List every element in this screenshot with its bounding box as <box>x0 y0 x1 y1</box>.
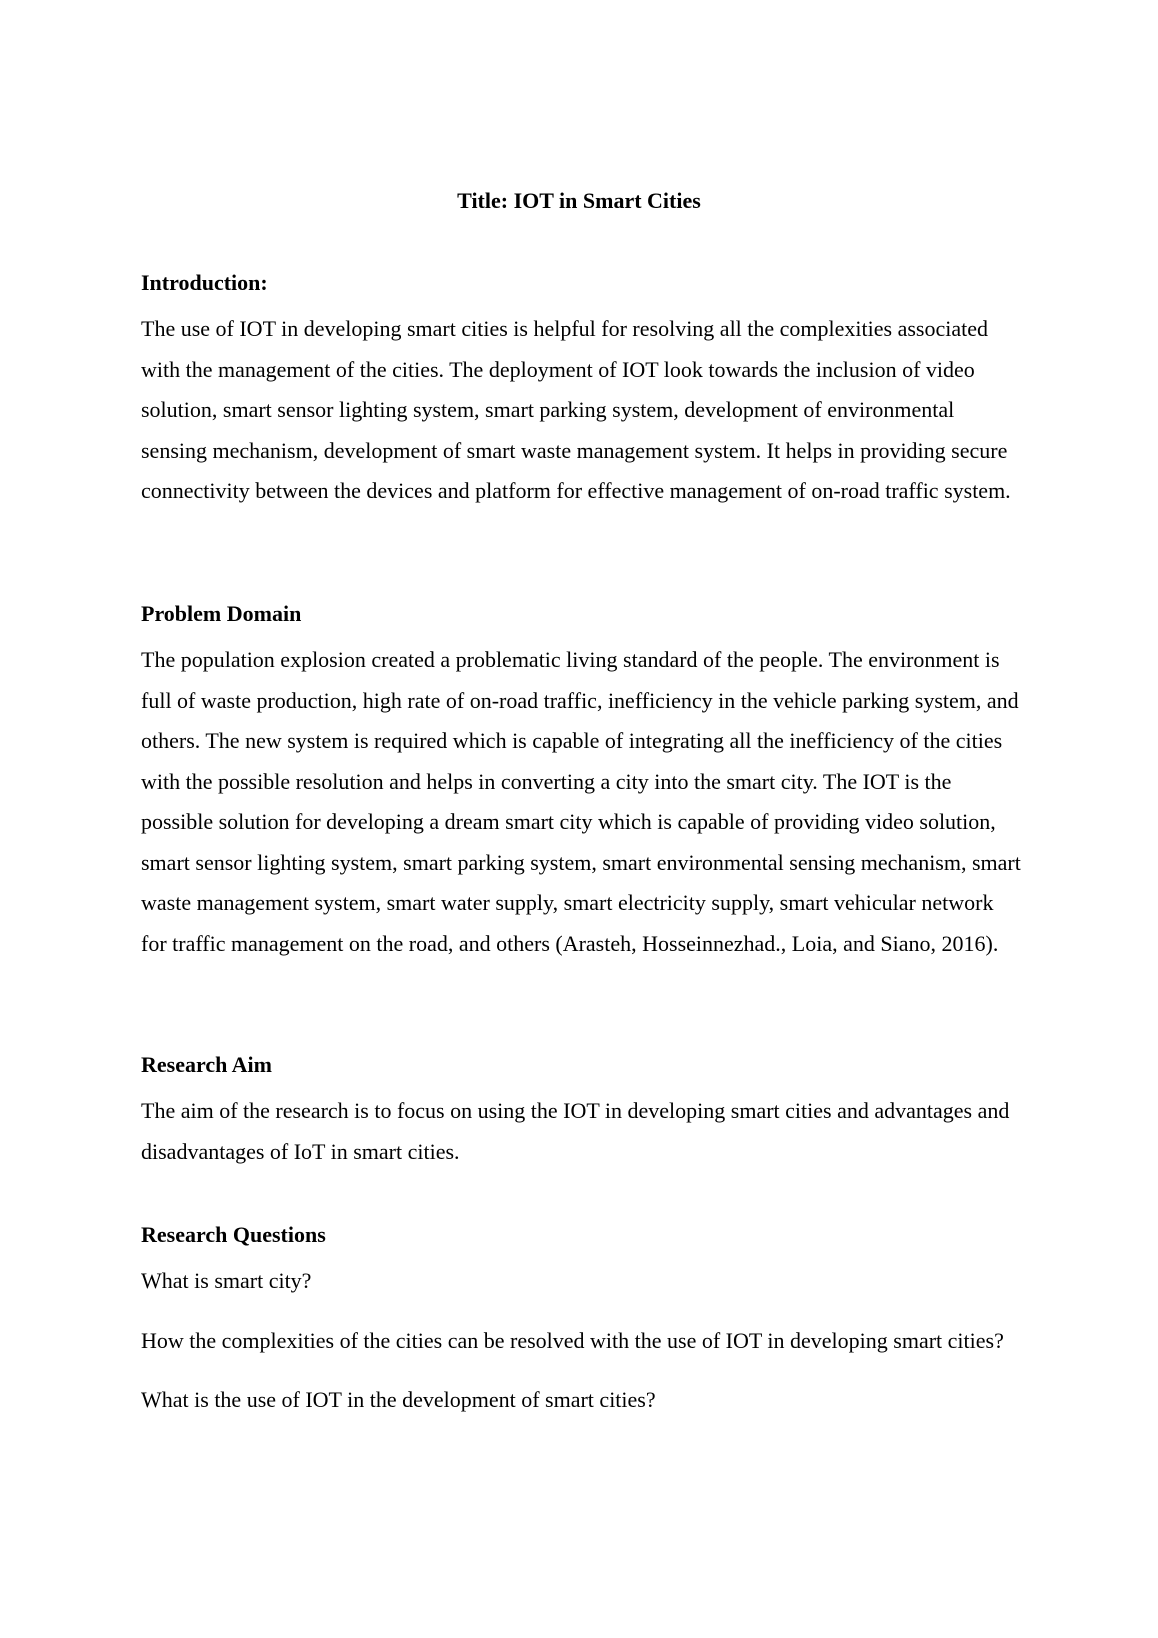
research-questions-section <box>141 1220 1021 1440</box>
problem-domain-heading: Problem Domain <box>141 601 302 626</box>
problem-domain-paragraph: The population explosion created a problematic living standard of the people. The environment is full of waste production, high rate of on-road traffic, inefficiency in the vehicle parking system, and others. The new system is required which is capable of integrating all the inefficiency of the cities with the possible resolution and helps in converting a city into the smart city. The IOT is the possible solution for developing a dream smart city which is capable of providing video solution, smart sensor lighting system, smart parking system, smart environmental sensing mechanism, smart waste management system, smart water supply, smart electricity supply, smart vehicular network for traffic management on the road, and others (Arasteh, Hosseinnezhad., Loia, and Siano, 2016). <box>141 647 1021 956</box>
research-question-2: How the complexities of the cities can be resolved with the use of IOT in developing smart cities? <box>141 1327 1004 1353</box>
introduction-heading: Introduction: <box>141 270 268 295</box>
document-title: Title: IOT in Smart Cities <box>457 188 701 213</box>
research-aim-paragraph: The aim of the research is to focus on using the IOT in developing smart cities and advantages and disadvantages of IoT in smart cities. <box>141 1098 1010 1164</box>
introduction-paragraph: The use of IOT in developing smart cities is helpful for resolving all the complexities associated with the management of the cities. The deployment of IOT look towards the inclusion of video solution, smart sensor lighting system, smart parking system, development of environmental sensing mechanism, development of smart waste management system. It helps in providing secure connectivity between the devices and platform for effective management of on-road traffic system. <box>141 316 1011 503</box>
introduction-section <box>141 268 1021 512</box>
research-aim-heading: Research Aim <box>141 1052 272 1077</box>
problem-domain-section <box>141 599 1021 964</box>
research-question-1: What is smart city? <box>141 1268 312 1293</box>
research-aim-section <box>141 1050 1021 1172</box>
research-questions-heading: Research Questions <box>141 1222 326 1247</box>
research-question-3: What is the use of IOT in the development of smart cities? <box>141 1387 656 1412</box>
